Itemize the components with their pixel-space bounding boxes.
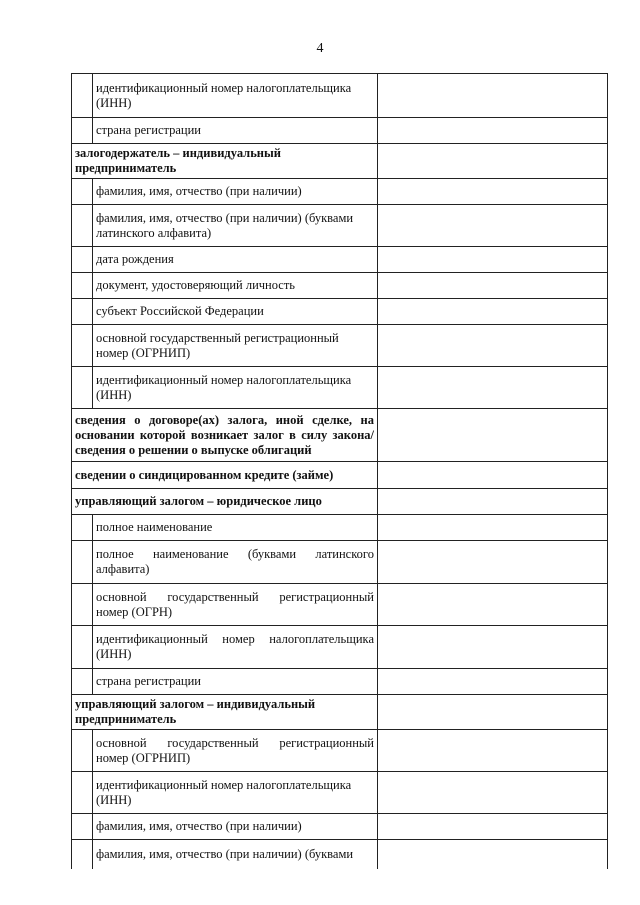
- field-label: полное наименование: [93, 515, 378, 541]
- indent-cell: [72, 814, 93, 840]
- value-cell[interactable]: [378, 814, 608, 840]
- field-label: идентификационный номер налогоплательщика (ИНН): [93, 626, 378, 669]
- indent-cell: [72, 626, 93, 669]
- page-number: 4: [316, 41, 324, 56]
- field-row: [72, 772, 608, 814]
- field-label: идентификационный номер налогоплательщика (ИНН): [93, 74, 378, 118]
- indent-cell: [72, 669, 93, 695]
- value-cell[interactable]: [378, 584, 608, 626]
- field-label: страна регистрации: [93, 669, 378, 695]
- value-cell[interactable]: [378, 325, 608, 367]
- section-header: залогодержатель – индивидуальный предприниматель: [72, 144, 378, 179]
- section-row: [72, 695, 608, 730]
- value-cell[interactable]: [378, 179, 608, 205]
- value-cell[interactable]: [378, 626, 608, 669]
- field-row: [72, 515, 608, 541]
- field-row: [72, 367, 608, 409]
- field-label: документ, удостоверяющий личность: [93, 273, 378, 299]
- section-header: сведения о договоре(ах) залога, иной сделке, на основании которой возникает залог в силу закона/сведения о решении о выпуске облигаций: [72, 409, 378, 462]
- field-row: [72, 118, 608, 144]
- indent-cell: [72, 299, 93, 325]
- value-cell[interactable]: [378, 669, 608, 695]
- section-row: [72, 462, 608, 489]
- value-cell[interactable]: [378, 695, 608, 730]
- indent-cell: [72, 179, 93, 205]
- field-label: основной государственный регистрационный номер (ОГРН): [93, 584, 378, 626]
- section-header: управляющий залогом – индивидуальный предприниматель: [72, 695, 378, 730]
- field-row: [72, 840, 608, 869]
- field-label: субъект Российской Федерации: [93, 299, 378, 325]
- value-cell[interactable]: [378, 367, 608, 409]
- field-row: [72, 179, 608, 205]
- field-row: [72, 74, 608, 118]
- registry-form-table: [71, 73, 608, 869]
- field-label: фамилия, имя, отчество (при наличии): [93, 814, 378, 840]
- field-row: [72, 730, 608, 772]
- indent-cell: [72, 840, 93, 869]
- value-cell[interactable]: [378, 541, 608, 584]
- field-row: [72, 541, 608, 584]
- field-label: фамилия, имя, отчество (при наличии): [93, 179, 378, 205]
- indent-cell: [72, 584, 93, 626]
- value-cell[interactable]: [378, 299, 608, 325]
- indent-cell: [72, 205, 93, 247]
- value-cell[interactable]: [378, 247, 608, 273]
- field-row: [72, 626, 608, 669]
- field-label: фамилия, имя, отчество (при наличии) (буквами латинского алфавита): [93, 205, 378, 247]
- value-cell[interactable]: [378, 144, 608, 179]
- value-cell[interactable]: [378, 205, 608, 247]
- field-row: [72, 669, 608, 695]
- indent-cell: [72, 247, 93, 273]
- field-label: дата рождения: [93, 247, 378, 273]
- field-row: [72, 247, 608, 273]
- field-label: основной государственный регистрационный номер (ОГРНИП): [93, 730, 378, 772]
- value-cell[interactable]: [378, 118, 608, 144]
- section-row: [72, 489, 608, 515]
- field-row: [72, 273, 608, 299]
- value-cell[interactable]: [378, 489, 608, 515]
- value-cell[interactable]: [378, 772, 608, 814]
- indent-cell: [72, 367, 93, 409]
- field-label: страна регистрации: [93, 118, 378, 144]
- field-label: полное наименование (буквами латинского алфавита): [93, 541, 378, 584]
- field-row: [72, 325, 608, 367]
- value-cell[interactable]: [378, 409, 608, 462]
- indent-cell: [72, 273, 93, 299]
- section-row: [72, 409, 608, 462]
- field-row: [72, 299, 608, 325]
- field-label: идентификационный номер налогоплательщика (ИНН): [93, 772, 378, 814]
- indent-cell: [72, 772, 93, 814]
- field-label: фамилия, имя, отчество (при наличии) (буквами: [93, 840, 378, 869]
- field-row: [72, 814, 608, 840]
- value-cell[interactable]: [378, 74, 608, 118]
- value-cell[interactable]: [378, 730, 608, 772]
- section-header: управляющий залогом – юридическое лицо: [72, 489, 378, 515]
- section-row: [72, 144, 608, 179]
- field-row: [72, 584, 608, 626]
- indent-cell: [72, 541, 93, 584]
- field-row: [72, 205, 608, 247]
- value-cell[interactable]: [378, 515, 608, 541]
- indent-cell: [72, 730, 93, 772]
- field-label: основной государственный регистрационный номер (ОГРНИП): [93, 325, 378, 367]
- indent-cell: [72, 515, 93, 541]
- section-header: сведении о синдицированном кредите (займе): [72, 462, 378, 489]
- field-label: идентификационный номер налогоплательщика (ИНН): [93, 367, 378, 409]
- indent-cell: [72, 74, 93, 118]
- form-table-body: [72, 74, 608, 869]
- indent-cell: [72, 325, 93, 367]
- value-cell[interactable]: [378, 840, 608, 869]
- value-cell[interactable]: [378, 273, 608, 299]
- indent-cell: [72, 118, 93, 144]
- value-cell[interactable]: [378, 462, 608, 489]
